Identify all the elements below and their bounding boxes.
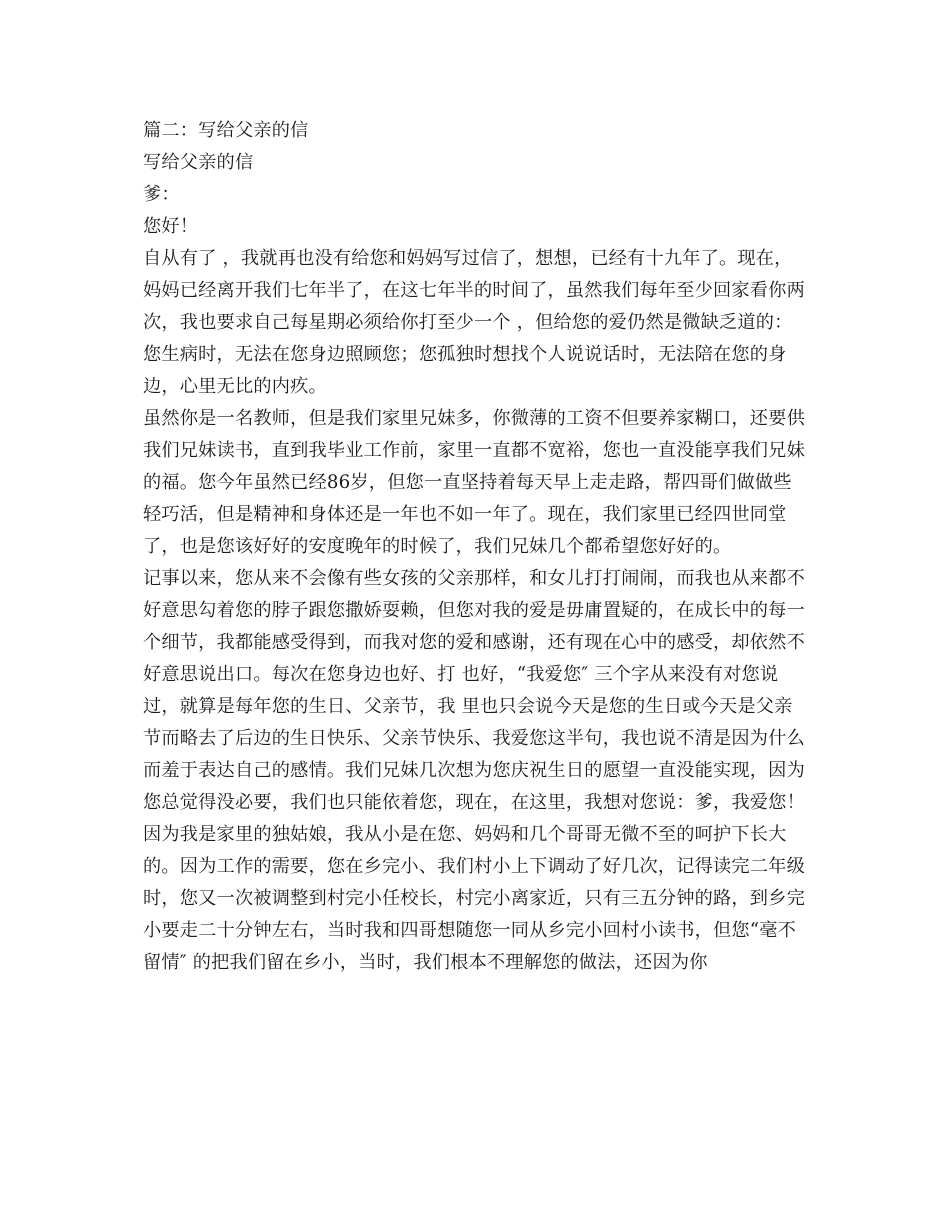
text-line: 记事以来，您从来不会像有些女孩的父亲那样，和女儿打打闹闹，而我也从来都不 bbox=[143, 568, 805, 589]
text-line: 您总觉得没必要，我们也只能依着您，现在，在这里，我想对您说：爹，我爱您！ bbox=[143, 792, 805, 813]
text-line: 时，您又一次被调整到村完小任校长，村完小离家近，只有三五分钟的路，到乡完 bbox=[143, 888, 805, 909]
text-line: 的福。您今年虽然已经86岁，但您一直坚持着每天早上走走路，帮四哥们做做些 bbox=[143, 472, 792, 493]
text-line: 个细节，我都能感受得到，而我对您的爱和感谢，还有现在心中的感受，却依然不 bbox=[143, 632, 805, 653]
text-line: 我们兄妹读书，直到我毕业工作前，家里一直都不宽裕，您也一直没能享我们兄妹 bbox=[143, 440, 805, 461]
text-line: 好意思说出口。每次在您身边也好、打 也好，“我爱您″ 三个字从来没有对您说 bbox=[143, 664, 779, 685]
text-line: 的。因为工作的需要，您在乡完小、我们村小上下调动了好几次，记得读完二年级 bbox=[143, 856, 805, 877]
text-line: 而羞于表达自己的感情。我们兄妹几次想为您庆祝生日的愿望一直没能实现，因为 bbox=[143, 760, 805, 781]
text-line: 留情″ 的把我们留在乡小，当时，我们根本不理解您的做法，还因为你 bbox=[143, 952, 708, 973]
text-line: 次，我也要求自己每星期必须给你打至少一个 ，但给您的爱仍然是微缺乏道的： bbox=[143, 312, 793, 333]
salutation: 爹： bbox=[143, 184, 180, 205]
letter-body bbox=[143, 115, 823, 979]
greeting: 您好！ bbox=[143, 216, 199, 237]
paragraph-1 bbox=[143, 243, 823, 403]
text-line: 轻巧活，但是精神和身体还是一年也不如一年了。现在，我们家里已经四世同堂 bbox=[143, 504, 787, 525]
text-line: 节而略去了后边的生日快乐、父亲节快乐、我爱您这半句，我也说不清是因为什么 bbox=[143, 728, 805, 749]
text-line: 了，也是您该好好的安度晚年的时候了，我们兄妹几个都希望您好好的。 bbox=[143, 536, 732, 557]
paragraph-4 bbox=[143, 819, 823, 979]
text-line: 虽然你是一名教师，但是我们家里兄妹多，你微薄的工资不但要养家糊口，还要供 bbox=[143, 408, 805, 429]
letter-title: 写给父亲的信 bbox=[143, 152, 254, 173]
text-line: 自从有了 ，我就再也没有给您和妈妈写过信了，想想，已经有十九年了。现在， bbox=[143, 248, 793, 269]
text-line: 边，心里无比的内疚。 bbox=[143, 376, 327, 397]
section-heading: 篇二：写给父亲的信 bbox=[143, 120, 309, 141]
text-line: 您生病时，无法在您身边照顾您；您孤独时想找个人说说话时，无法陪在您的身 bbox=[143, 344, 787, 365]
paragraph-2 bbox=[143, 403, 823, 563]
text-line: 过，就算是每年您的生日、父亲节，我 里也只会说今天是您的生日或今天是父亲 bbox=[143, 696, 793, 717]
text-line: 小要走二十分钟左右，当时我和四哥想随您一同从乡完小回村小读书，但您“毫不 bbox=[143, 920, 797, 941]
text-line: 好意思勾着您的脖子跟您撒娇耍赖，但您对我的爱是毋庸置疑的，在成长中的每一 bbox=[143, 600, 805, 621]
text-line: 妈妈已经离开我们七年半了，在这七年半的时间了，虽然我们每年至少回家看你两 bbox=[143, 280, 805, 301]
text-line: 因为我是家里的独姑娘，我从小是在您、妈妈和几个哥哥无微不至的呵护下长大 bbox=[143, 824, 787, 845]
paragraph-3 bbox=[143, 563, 823, 819]
